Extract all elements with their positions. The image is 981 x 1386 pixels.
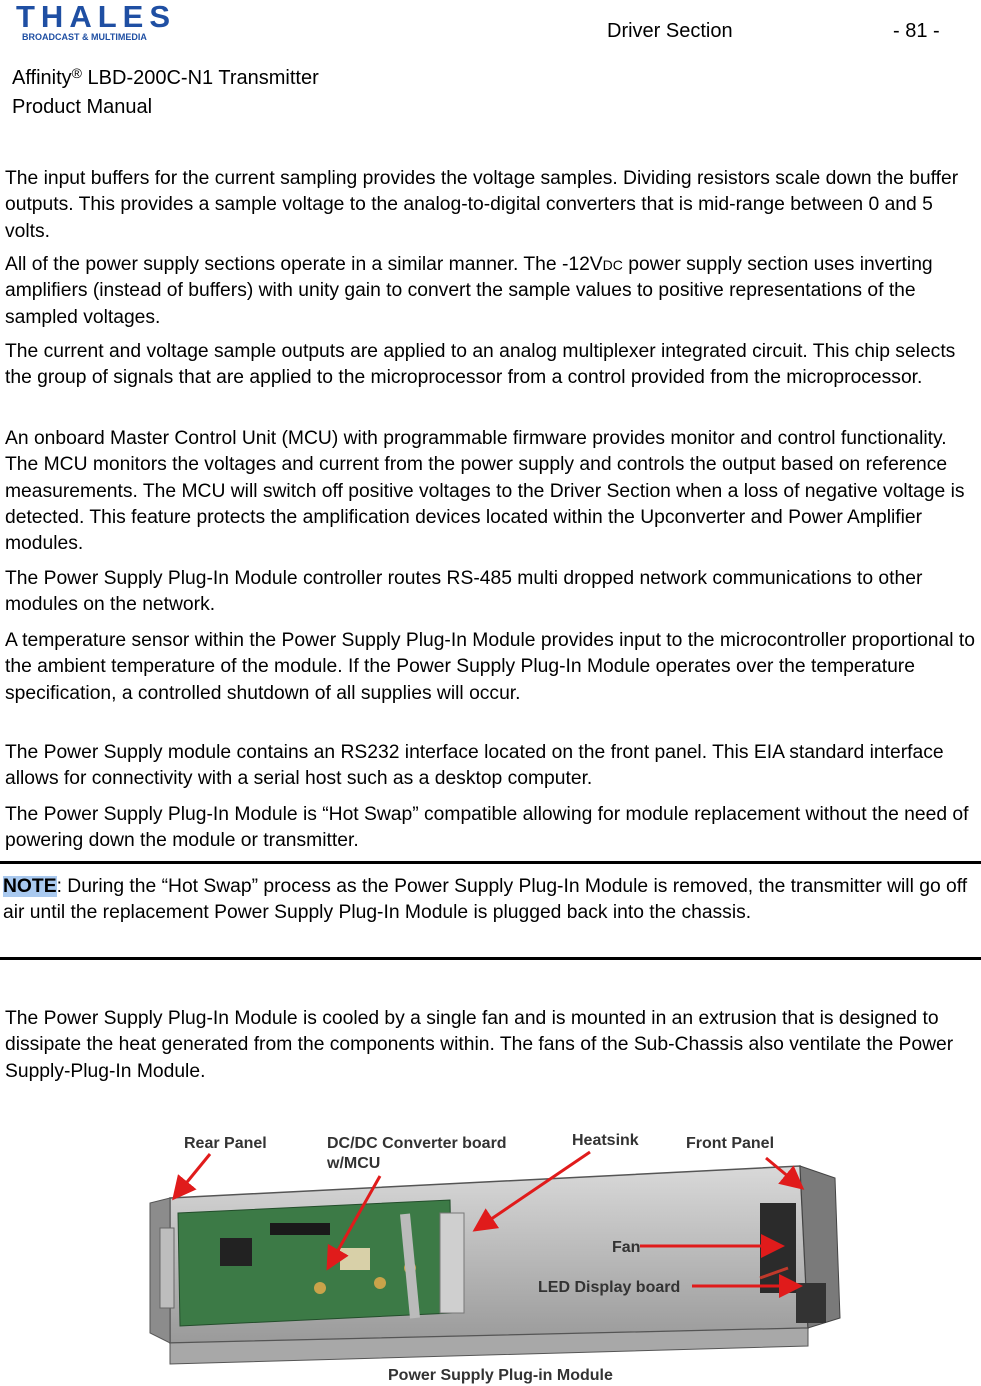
header-page-number: - 81 - bbox=[893, 20, 940, 42]
module-photo bbox=[150, 1166, 840, 1364]
paragraph-6: A temperature sensor within the Power Supply Plug-In Module provides input to the microcontroller proportional to the ambient temperature of the module. If the Power Supply Plug-In Module operates over the temperature specification, a controlled shutdown of all supplies will occur. bbox=[5, 630, 975, 704]
fan-icon bbox=[760, 1203, 796, 1293]
paragraph-5: The Power Supply Plug-In Module controller routes RS-485 multi dropped network communications to other modules on the network. bbox=[5, 568, 923, 616]
label-led-display: LED Display board bbox=[538, 1279, 681, 1296]
label-dcdc-mcu: w/MCU bbox=[327, 1155, 381, 1172]
led-board-icon bbox=[796, 1283, 826, 1323]
paragraph-1: The input buffers for the current sampling provides the voltage samples. Dividing resistors scale down the buffer outputs. This provides a sample voltage to the analog-to-digital converters that is mid-range between 0 and 5 volts. bbox=[5, 168, 959, 242]
thales-logo bbox=[16, 2, 240, 42]
logo-subtext: BROADCAST & MULTIMEDIA bbox=[22, 32, 147, 42]
label-rear-panel: Rear Panel bbox=[184, 1135, 267, 1152]
paragraph-2-b: power supply section uses inverting amplifiers (instead of buffers) with unity gain to convert the sample values to positive representations of the sampled voltages. bbox=[5, 254, 933, 328]
paragraph-8: The Power Supply Plug-In Module is “Hot Swap” compatible allowing for module replacement without the need of powering down the module or transmitter. bbox=[5, 804, 969, 852]
product-name: Affinity bbox=[12, 67, 72, 89]
label-heatsink: Heatsink bbox=[572, 1132, 639, 1149]
note-label: NOTE bbox=[3, 876, 57, 897]
note-text: : During the “Hot Swap” process as the Power Supply Plug-In Module is removed, the transmitter will go off air until the replacement Power Supply Plug-In Module is plugged back into the chassis. bbox=[3, 876, 968, 924]
paragraph-2 bbox=[5, 252, 977, 331]
header-manual: Product Manual bbox=[12, 96, 153, 118]
label-front-panel: Front Panel bbox=[686, 1135, 775, 1152]
product-model: LBD-200C-N1 Transmitter bbox=[82, 67, 319, 89]
paragraph-3: The current and voltage sample outputs are applied to an analog multiplexer integrated circuit. This chip selects the group of signals that are applied to the microprocessor from a control provided from the microprocessor. bbox=[5, 341, 956, 389]
arrow-rear-panel bbox=[174, 1154, 210, 1198]
label-fan: Fan bbox=[612, 1239, 641, 1256]
header-section: Driver Section bbox=[607, 20, 733, 42]
note bbox=[3, 874, 975, 927]
note-top-rule bbox=[0, 861, 981, 864]
note-bottom-rule bbox=[0, 957, 981, 960]
figure-caption: Power Supply Plug-in Module bbox=[388, 1367, 613, 1384]
chip-icon bbox=[220, 1238, 252, 1266]
power-supply-figure bbox=[140, 1118, 860, 1386]
paragraph-7: The Power Supply module contains an RS232 interface located on the front panel. This EIA standard interface allows for connectivity with a serial host such as a desktop computer. bbox=[5, 742, 944, 790]
label-dcdc-board: DC/DC Converter board bbox=[327, 1135, 507, 1152]
dc-subscript: DC bbox=[602, 257, 623, 273]
header-product bbox=[12, 60, 319, 91]
logo-text: THALES bbox=[16, 2, 176, 34]
registered-mark: ® bbox=[71, 65, 82, 81]
paragraph-2-a: All of the power supply sections operate in a similar manner. The -12V bbox=[5, 254, 603, 275]
paragraph-4: An onboard Master Control Unit (MCU) with programmable firmware provides monitor and control functionality. The MCU monitors the voltages and current from the power supply and controls the output based on reference measurements. The MCU will switch off positive voltages to the Driver Section when a loss of negative voltage is detected. This feature protects the amplification devices located within the Upconverter and Power Amplifier modules. bbox=[5, 428, 965, 555]
paragraph-9: The Power Supply Plug-In Module is cooled by a single fan and is mounted in an extrusion that is designed to dissipate the heat generated from the components within. The fans of the Sub-Chassis also ventilate the Power Supply-Plug-In Module. bbox=[5, 1008, 954, 1082]
